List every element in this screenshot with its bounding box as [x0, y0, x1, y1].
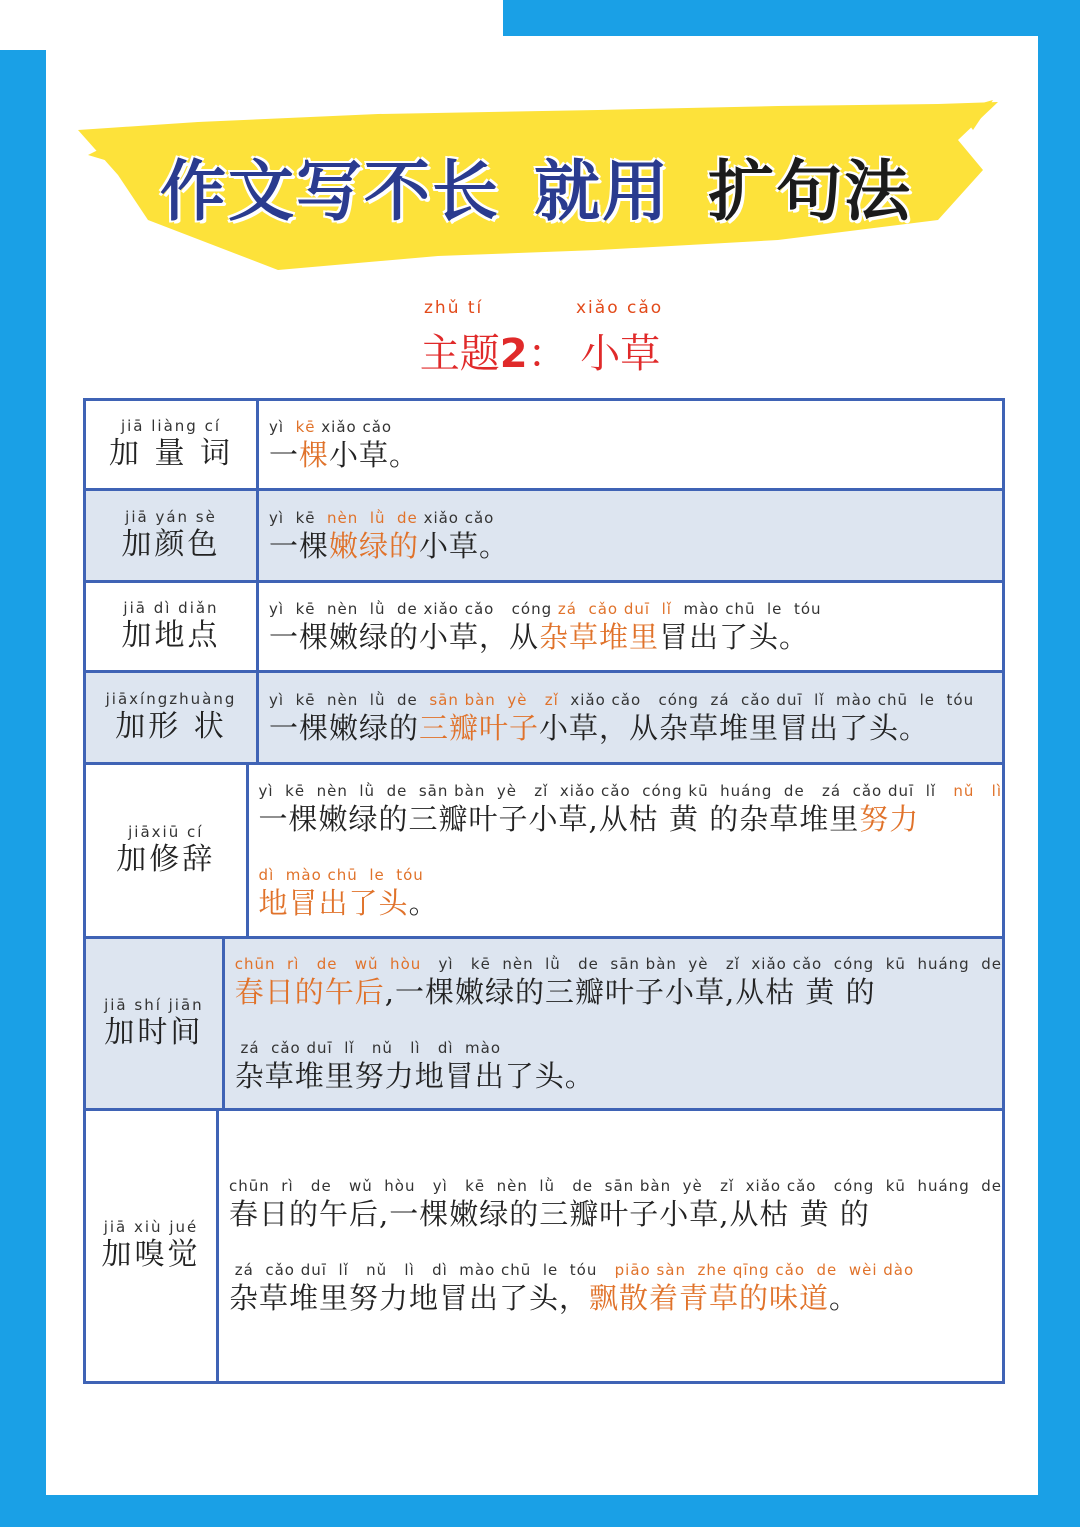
row-label: [86, 1111, 219, 1381]
text-segment: 一棵嫩绿的三瓣叶子小草,从枯 黄 的杂草堆里: [258, 801, 860, 836]
text-segment: 春日的午后,一棵嫩绿的三瓣叶子小草,从枯 黄 的: [228, 1197, 870, 1231]
text-segment: 一棵嫩绿的: [269, 710, 420, 745]
pinyin-highlight: piāo sàn zhe qīng cǎo de wèi dào: [614, 1261, 915, 1279]
pinyin-segment: mào chū le tóu: [671, 599, 822, 618]
frame-right-bar: [1038, 0, 1080, 1527]
row-label-pinyin: jiā yán sè: [125, 507, 217, 526]
row-label-text: 加形 状: [115, 708, 227, 744]
row-sentence: [259, 491, 1002, 580]
line-gap: [259, 837, 1002, 865]
frame-left-bar: [0, 50, 46, 1527]
text-segment: 杂草堆里努力地冒出了头。: [234, 1058, 595, 1093]
table-row: [86, 939, 1002, 1111]
sentence-pinyin: [269, 417, 1002, 437]
row-label: [86, 939, 225, 1108]
table-row: [86, 765, 1002, 939]
theme-title: [0, 322, 1080, 379]
text-highlight: 地冒出了头: [258, 885, 409, 920]
theme-label: 主题: [419, 331, 500, 377]
pinyin-segment: xiǎo cǎo: [315, 417, 393, 436]
banner-title-part3: 扩句法: [708, 152, 912, 230]
row-label: [86, 673, 259, 762]
expansion-table: [83, 398, 1005, 1384]
sentence-text: [269, 619, 1002, 655]
row-label-pinyin: jiā shí jiān: [104, 995, 204, 1014]
row-label-pinyin: jiāxiū cí: [128, 822, 204, 841]
row-sentence: [219, 1111, 1002, 1381]
banner-title: [160, 140, 940, 230]
text-segment: ,一棵嫩绿的三瓣叶子小草,从枯 黄 的: [384, 974, 876, 1009]
pinyin-highlight: kē: [295, 417, 316, 436]
row-label-pinyin: jiā dì diǎn: [123, 598, 219, 617]
table-row: [86, 491, 1002, 583]
text-segment: 小草，从杂草堆里冒出了头。: [539, 710, 930, 745]
text-segment: 。: [408, 885, 439, 920]
pinyin-highlight: chūn rì de wǔ hòu: [234, 954, 422, 973]
text-segment: 一: [269, 437, 300, 472]
table-row: [86, 401, 1002, 491]
sentence-text: [269, 710, 1002, 746]
theme-number: 2: [499, 331, 528, 377]
row-label-text: 加嗅觉: [101, 1237, 201, 1272]
row-label: [86, 765, 249, 936]
sentence-pinyin: [259, 865, 1002, 885]
sentence-pinyin: [259, 781, 1002, 801]
sentence-pinyin: [229, 1176, 1002, 1196]
frame-top-bar: [503, 0, 1080, 36]
pinyin-segment: xiǎo cǎo: [417, 508, 495, 527]
sentence-text: [269, 528, 1002, 564]
theme-topic: 小草: [580, 331, 661, 377]
sentence-text: [229, 1196, 1002, 1232]
row-label-text: 加 量 词: [108, 435, 234, 471]
pinyin-segment: zá cǎo duī lǐ nǔ lì dì mào chū le tóu: [228, 1261, 615, 1279]
row-label-text: 加修辞: [116, 841, 216, 877]
row-sentence: [249, 765, 1002, 936]
row-sentence: [225, 939, 1002, 1108]
row-label-pinyin: jiā liàng cí: [120, 416, 222, 435]
sentence-pinyin: [269, 599, 1002, 619]
theme-pinyin-zhuti: zhǔ tí: [424, 298, 484, 318]
row-label: [86, 583, 259, 670]
row-sentence: [259, 583, 1002, 670]
row-sentence: [259, 673, 1002, 762]
row-label-pinyin: jiāxíngzhuàng: [105, 689, 237, 708]
text-highlight: 杂草堆里: [539, 619, 660, 654]
sentence-pinyin: [229, 1260, 1002, 1280]
pinyin-segment: yì kē nèn lǜ de sān bàn yè zǐ xiǎo cǎo cóng kū huáng de zá cǎo duī lǐ: [258, 781, 954, 800]
text-segment: 一棵: [269, 528, 330, 563]
line-gap: [235, 1010, 1002, 1038]
pinyin-segment: yì kē nèn lǜ de: [269, 690, 430, 709]
pinyin-segment: yì kē: [269, 508, 328, 527]
row-label-text: 加地点: [121, 617, 221, 653]
text-highlight: 努力: [859, 801, 920, 836]
theme-colon: ：: [527, 331, 568, 377]
table-row: [86, 673, 1002, 765]
text-highlight: 春日的午后: [234, 974, 385, 1009]
row-label-pinyin: jiā xiù jué: [103, 1218, 199, 1236]
table-row: [86, 583, 1002, 673]
banner-title-part2: 就用: [534, 152, 670, 230]
theme-heading: [0, 298, 1080, 379]
frame-bottom-bar: [0, 1495, 1080, 1527]
sentence-pinyin: [269, 690, 1002, 710]
row-sentence: [259, 401, 1002, 488]
pinyin-highlight: zá cǎo duī lǐ: [557, 599, 672, 618]
pinyin-segment: yì kē nèn lǜ de sān bàn yè zǐ xiǎo cǎo cóng kū huáng de: [421, 954, 1002, 973]
row-label: [86, 401, 259, 488]
sentence-text: [269, 437, 1002, 473]
text-segment: 杂草堆里努力地冒出了头，: [228, 1281, 589, 1315]
sentence-text: [235, 1058, 1002, 1094]
text-segment: 冒出了头。: [659, 619, 810, 654]
row-label: [86, 491, 259, 580]
pinyin-highlight: nèn lǜ de: [327, 508, 418, 527]
pinyin-highlight: dì mào chū le tóu: [258, 865, 424, 884]
sentence-text: [259, 885, 1002, 921]
text-highlight: 棵: [299, 437, 330, 472]
sentence-text: [259, 801, 1002, 837]
table-row: [86, 1111, 1002, 1381]
pinyin-segment: yì kē nèn lǜ de xiǎo cǎo cóng: [269, 599, 558, 618]
text-segment: 。: [829, 1281, 860, 1315]
sentence-text: [229, 1280, 1002, 1316]
text-highlight: 嫩绿的: [329, 528, 420, 563]
text-highlight: 飘散着青草的味道: [589, 1281, 830, 1315]
banner-title-part1: 作文写不长: [160, 152, 500, 230]
text-segment: 一棵嫩绿的小草，从: [269, 619, 540, 654]
pinyin-segment: zá cǎo duī lǐ nǔ lì dì mào: [234, 1038, 502, 1057]
pinyin-highlight: sān bàn yè zǐ: [429, 690, 559, 709]
pinyin-segment: chūn rì de wǔ hòu yì kē nèn lǜ de sān bàn yè zǐ xiǎo cǎo cóng kū huáng de: [228, 1177, 1002, 1195]
line-gap: [229, 1232, 1002, 1260]
row-label-text: 加颜色: [121, 526, 221, 562]
text-segment: 小草。: [419, 528, 510, 563]
theme-pinyin-xiaocao: xiǎo cǎo: [576, 298, 664, 318]
pinyin-segment: xiǎo cǎo cóng zá cǎo duī lǐ mào chū le tóu: [558, 690, 975, 709]
sentence-pinyin: [235, 1038, 1002, 1058]
pinyin-segment: yì: [269, 417, 296, 436]
text-segment: 小草。: [329, 437, 420, 472]
sentence-text: [235, 974, 1002, 1010]
sentence-pinyin: [235, 954, 1002, 974]
sentence-pinyin: [269, 508, 1002, 528]
text-highlight: 三瓣叶子: [419, 710, 540, 745]
pinyin-highlight: nǔ lì: [953, 781, 1002, 800]
row-label-text: 加时间: [104, 1014, 204, 1050]
